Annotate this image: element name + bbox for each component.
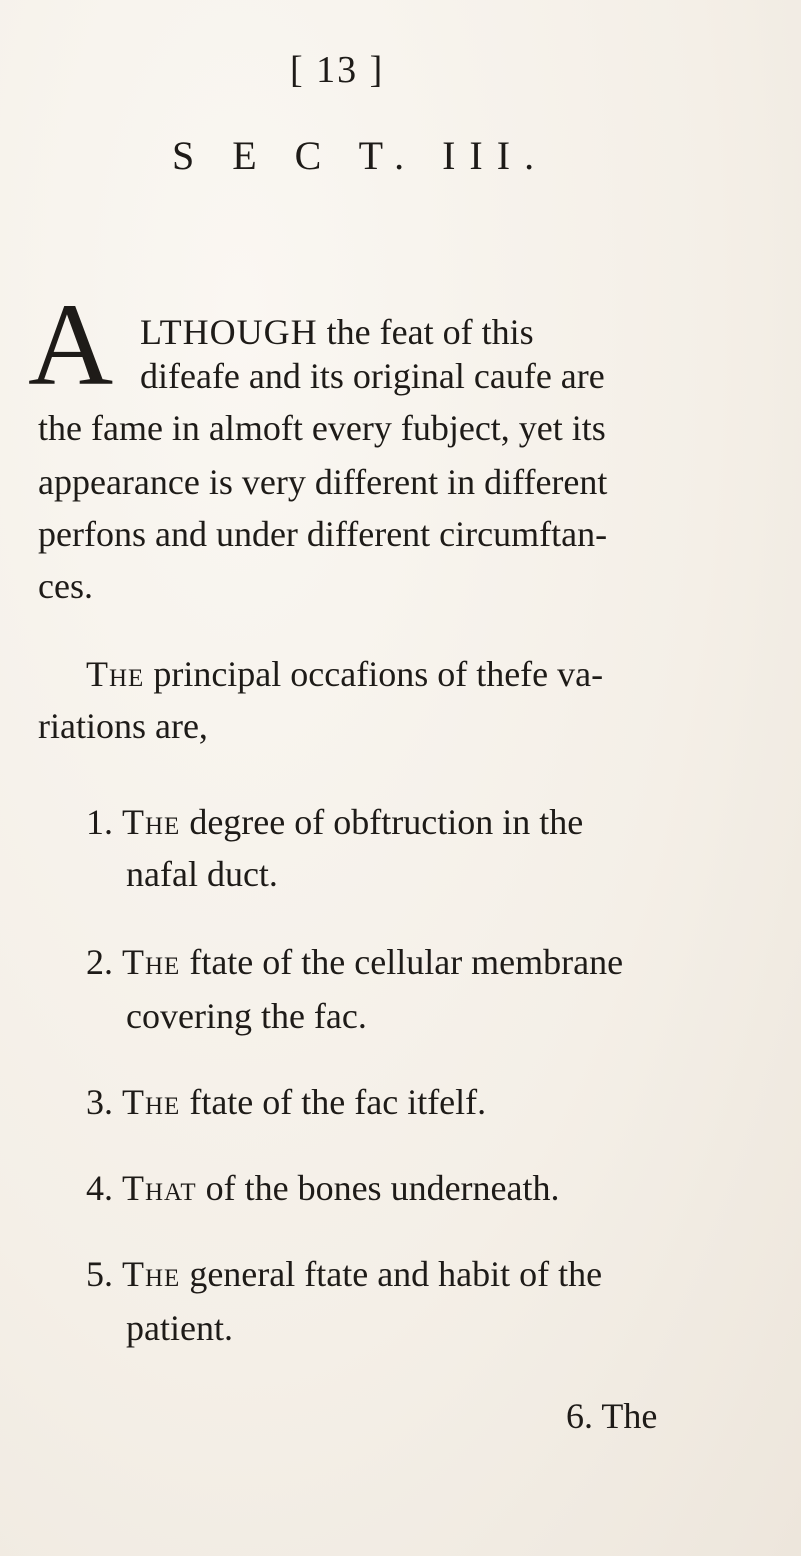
list-item-text: of the bones underneath. [196, 1168, 560, 1208]
page-number: [ 13 ] [290, 49, 385, 91]
list-item-caps: The [122, 1254, 181, 1294]
para1-line3: the fame in almoft every fubject, yet its [38, 408, 606, 448]
list-item-text: degree of obftruction in the [180, 802, 584, 842]
list-item-number: 3. [86, 1082, 113, 1122]
list-item-3-line1 [86, 1080, 486, 1124]
list-item-number: 5. [86, 1254, 113, 1294]
list-item-caps: The [122, 1082, 181, 1122]
list-item-number: 1. [86, 802, 113, 842]
para1-line1-caps: LTHOUGH [140, 312, 318, 352]
list-item-number: 2. [86, 942, 113, 982]
list-item-text: general ftate and habit of the [180, 1254, 603, 1294]
list-item-1-line1 [86, 800, 583, 844]
para2-line1 [86, 652, 603, 696]
para1-line2: difeafe and its original caufe are [140, 356, 605, 396]
list-item-2-line2: covering the fac. [126, 996, 367, 1036]
list-item-number: 4. [86, 1168, 113, 1208]
para1-line1 [140, 310, 534, 354]
list-item-2-line1 [86, 940, 623, 984]
drop-cap: A [28, 279, 114, 410]
list-item-5-line2: patient. [126, 1308, 233, 1348]
list-item-5-line1 [86, 1252, 602, 1296]
para1-line5: perfons and under different circumftan- [38, 514, 608, 554]
para1-line1-rest: the feat of this [317, 312, 534, 352]
list-item-4-line1 [86, 1166, 560, 1210]
catchword: 6. The [566, 1396, 658, 1436]
list-item-caps: That [122, 1168, 197, 1208]
list-item-caps: The [122, 942, 181, 982]
list-item-1-line2: nafal duct. [126, 854, 278, 894]
list-item-text: ftate of the cellular membrane [180, 942, 624, 982]
section-heading: S E C T. III. [172, 133, 549, 178]
list-item-caps: The [122, 802, 181, 842]
para1-line6: ces. [38, 566, 93, 606]
para2-line1-caps: The [86, 654, 145, 694]
para2-line1-rest: principal occafions of thefe va- [144, 654, 604, 694]
para2-line2: riations are, [38, 706, 208, 746]
list-item-text: ftate of the fac itfelf. [180, 1082, 487, 1122]
para1-line4: appearance is very different in different [38, 462, 608, 502]
